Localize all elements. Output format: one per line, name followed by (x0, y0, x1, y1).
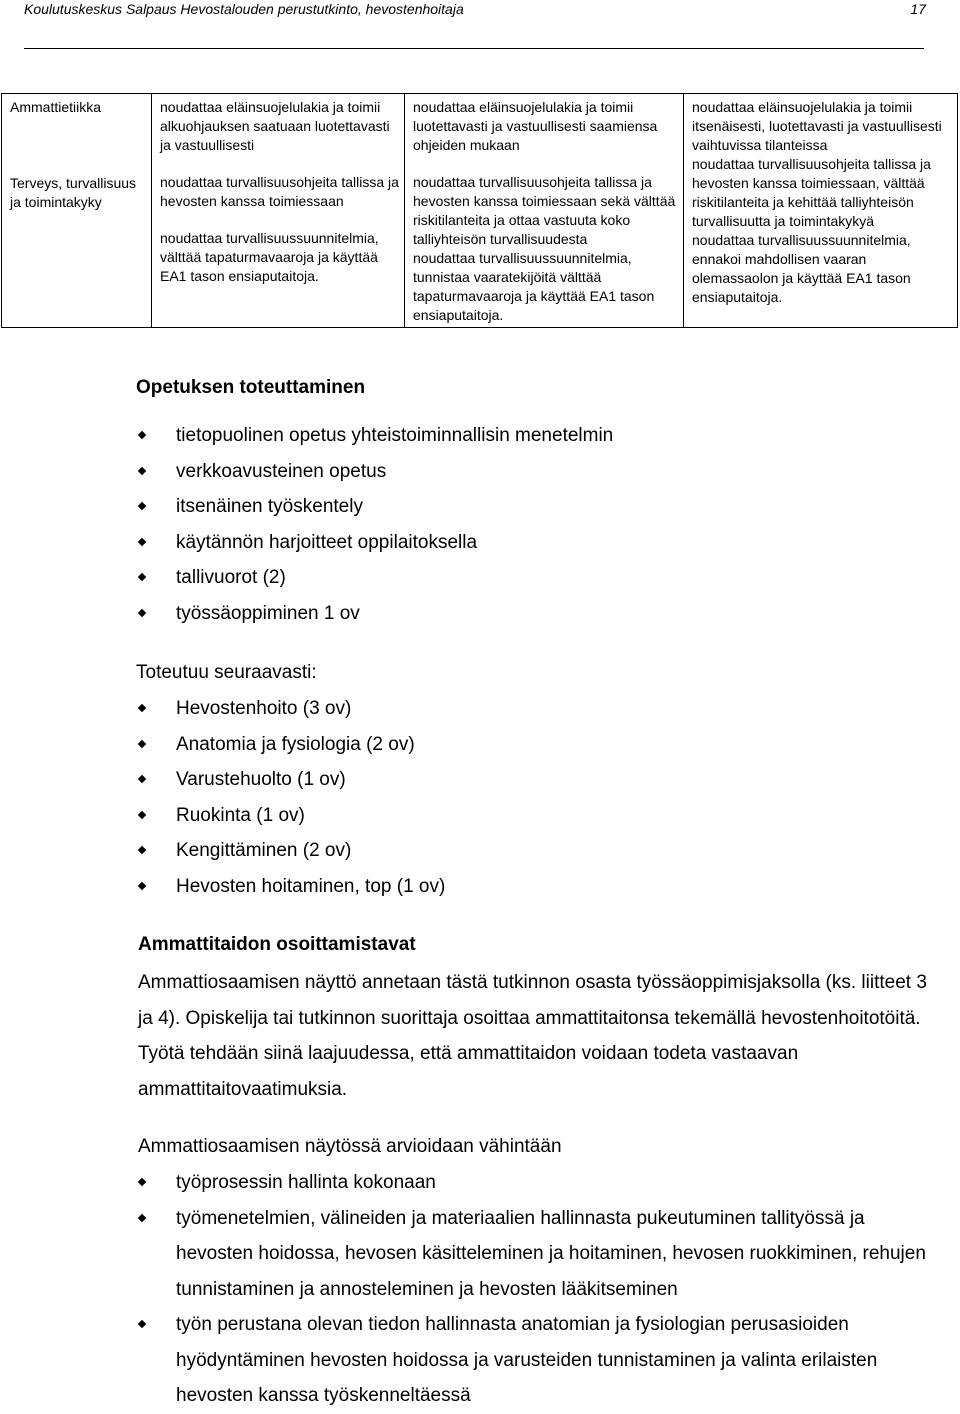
row-labels-cell (2, 94, 152, 328)
bullet-icon (138, 775, 146, 783)
criterion-text: noudattaa eläinsuojelulakia ja toimii alkuohjauksen saatuaan luotettavasti ja vastuullisesti (160, 99, 390, 153)
list-item: käytännön harjoitteet oppilaitoksella (136, 531, 613, 567)
bullet-icon (138, 573, 146, 581)
criterion-text: noudattaa turvallisuussuunnitelmia, tunnistaa vaaratekijöitä välttää tapaturmavaaroja ja käyttää EA1 tason ensiaputaitoja. (413, 250, 655, 323)
list-item: Varustehuolto (1 ov) (136, 768, 445, 804)
bullet-icon (138, 608, 146, 616)
demonstration-paragraph: Ammattiosaamisen näyttö annetaan tästä tutkinnon osasta työssäoppimisjaksolla (ks. liitteet 3 ja 4). Opiskelija tai tutkinnon suorittaja osoittaa ammattitaitonsa tekemällä hevostenhoitotöitä. Työtä tehdään siinä laajuudessa, että ammattitaidon voidaan todeta vastaavan ammattitaitovaatimuksia. (138, 972, 927, 1100)
realized-label: Toteutuu seuraavasti: (136, 662, 317, 683)
page-number: 17 (910, 1, 926, 17)
criteria-cell-good (405, 94, 684, 328)
criteria-cell-satisfactory (152, 94, 405, 328)
section-heading-demonstration: Ammattitaidon osoittamistavat (138, 934, 416, 955)
list-item: työmenetelmien, välineiden ja materiaalien hallinnasta pukeutuminen tallityössä ja hevosten hoidossa, hevosen käsitteleminen ja hoitaminen, hevosen ruokkiminen, rehujen tunnistaminen ja annosteleminen ja hevosten lääkitseminen (136, 1201, 926, 1308)
criterion-text: noudattaa turvallisuusohjeita tallissa ja hevosten kanssa toimiessaan, välttää riskitilanteita ja kehittää talliyhteisön turvallisuutta ja toimintakykyä (692, 156, 931, 229)
criterion-text: noudattaa turvallisuussuunnitelmia, ennakoi mahdollisen vaaran olemassaolon ja käyttää EA1 tason ensiaputaitoja. (692, 232, 911, 305)
list-item: Hevostenhoito (3 ov) (136, 697, 445, 733)
bullet-icon (138, 502, 146, 510)
bullet-icon (138, 810, 146, 818)
bullet-icon (138, 881, 146, 889)
bullet-icon (138, 537, 146, 545)
teaching-methods-list (136, 424, 613, 637)
bullet-icon (138, 1178, 146, 1186)
list-item: työprosessin hallinta kokonaan (136, 1165, 926, 1201)
bullet-icon (138, 1213, 146, 1221)
bullet-icon (138, 431, 146, 439)
bullet-icon (138, 1320, 146, 1328)
criterion-text: noudattaa turvallisuussuunnitelmia, välttää tapaturmavaaroja ja käyttää EA1 tason ensiaputaitoja. (160, 230, 379, 284)
list-item: työssäoppiminen 1 ov (136, 602, 613, 638)
header-divider (24, 48, 924, 49)
section-heading-teaching: Opetuksen toteuttaminen (136, 377, 366, 398)
bullet-icon (138, 704, 146, 712)
list-item: Hevosten hoitaminen, top (1 ov) (136, 875, 445, 911)
courses-list (136, 697, 445, 910)
bullet-icon (138, 846, 146, 854)
bullet-icon (138, 739, 146, 747)
row-label-safety: Terveys, turvallisuus ja toimintakyky (10, 175, 137, 210)
list-item: työn perustana olevan tiedon hallinnasta anatomian ja fysiologian perusasioiden hyödyntäminen hevosten hoidossa ja varusteiden tunnistaminen ja valinta erilaisten hevosten kanssa työskenneltäessä (136, 1307, 926, 1414)
row-label-ethics: Ammattietiikka (10, 99, 102, 115)
document-title: Koulutuskeskus Salpaus Hevostalouden perustutkinto, hevostenhoitaja (24, 1, 464, 17)
list-item: verkkoavusteinen opetus (136, 460, 613, 496)
list-item: Ruokinta (1 ov) (136, 804, 445, 840)
bullet-icon (138, 466, 146, 474)
competence-table (1, 93, 958, 328)
criterion-text: noudattaa turvallisuusohjeita tallissa ja hevosten kanssa toimiessaan sekä välttää riskitilanteita ja ottaa vastuuta koko talliyhteisön turvallisuudesta (413, 174, 676, 247)
list-item: itsenäinen työskentely (136, 495, 613, 531)
list-item: tietopuolinen opetus yhteistoiminnallisin menetelmin (136, 424, 613, 460)
list-item: Anatomia ja fysiologia (2 ov) (136, 733, 445, 769)
criterion-text: noudattaa eläinsuojelulakia ja toimii luotettavasti ja vastuullisesti saamiensa ohjeiden mukaan (413, 99, 658, 153)
assessment-criteria-list (136, 1165, 926, 1414)
list-item: Kengittäminen (2 ov) (136, 839, 445, 875)
list-item: tallivuorot (2) (136, 566, 613, 602)
table-row (2, 94, 958, 328)
criteria-cell-excellent (684, 94, 958, 328)
criterion-text: noudattaa eläinsuojelulakia ja toimii itsenäisesti, luotettavasti ja vastuullisesti vaihtuvissa tilanteissa (692, 99, 942, 153)
assessment-intro: Ammattiosaamisen näytössä arvioidaan vähintään (138, 1136, 562, 1157)
criterion-text: noudattaa turvallisuusohjeita tallissa ja hevosten kanssa toimiessaan (160, 174, 399, 209)
